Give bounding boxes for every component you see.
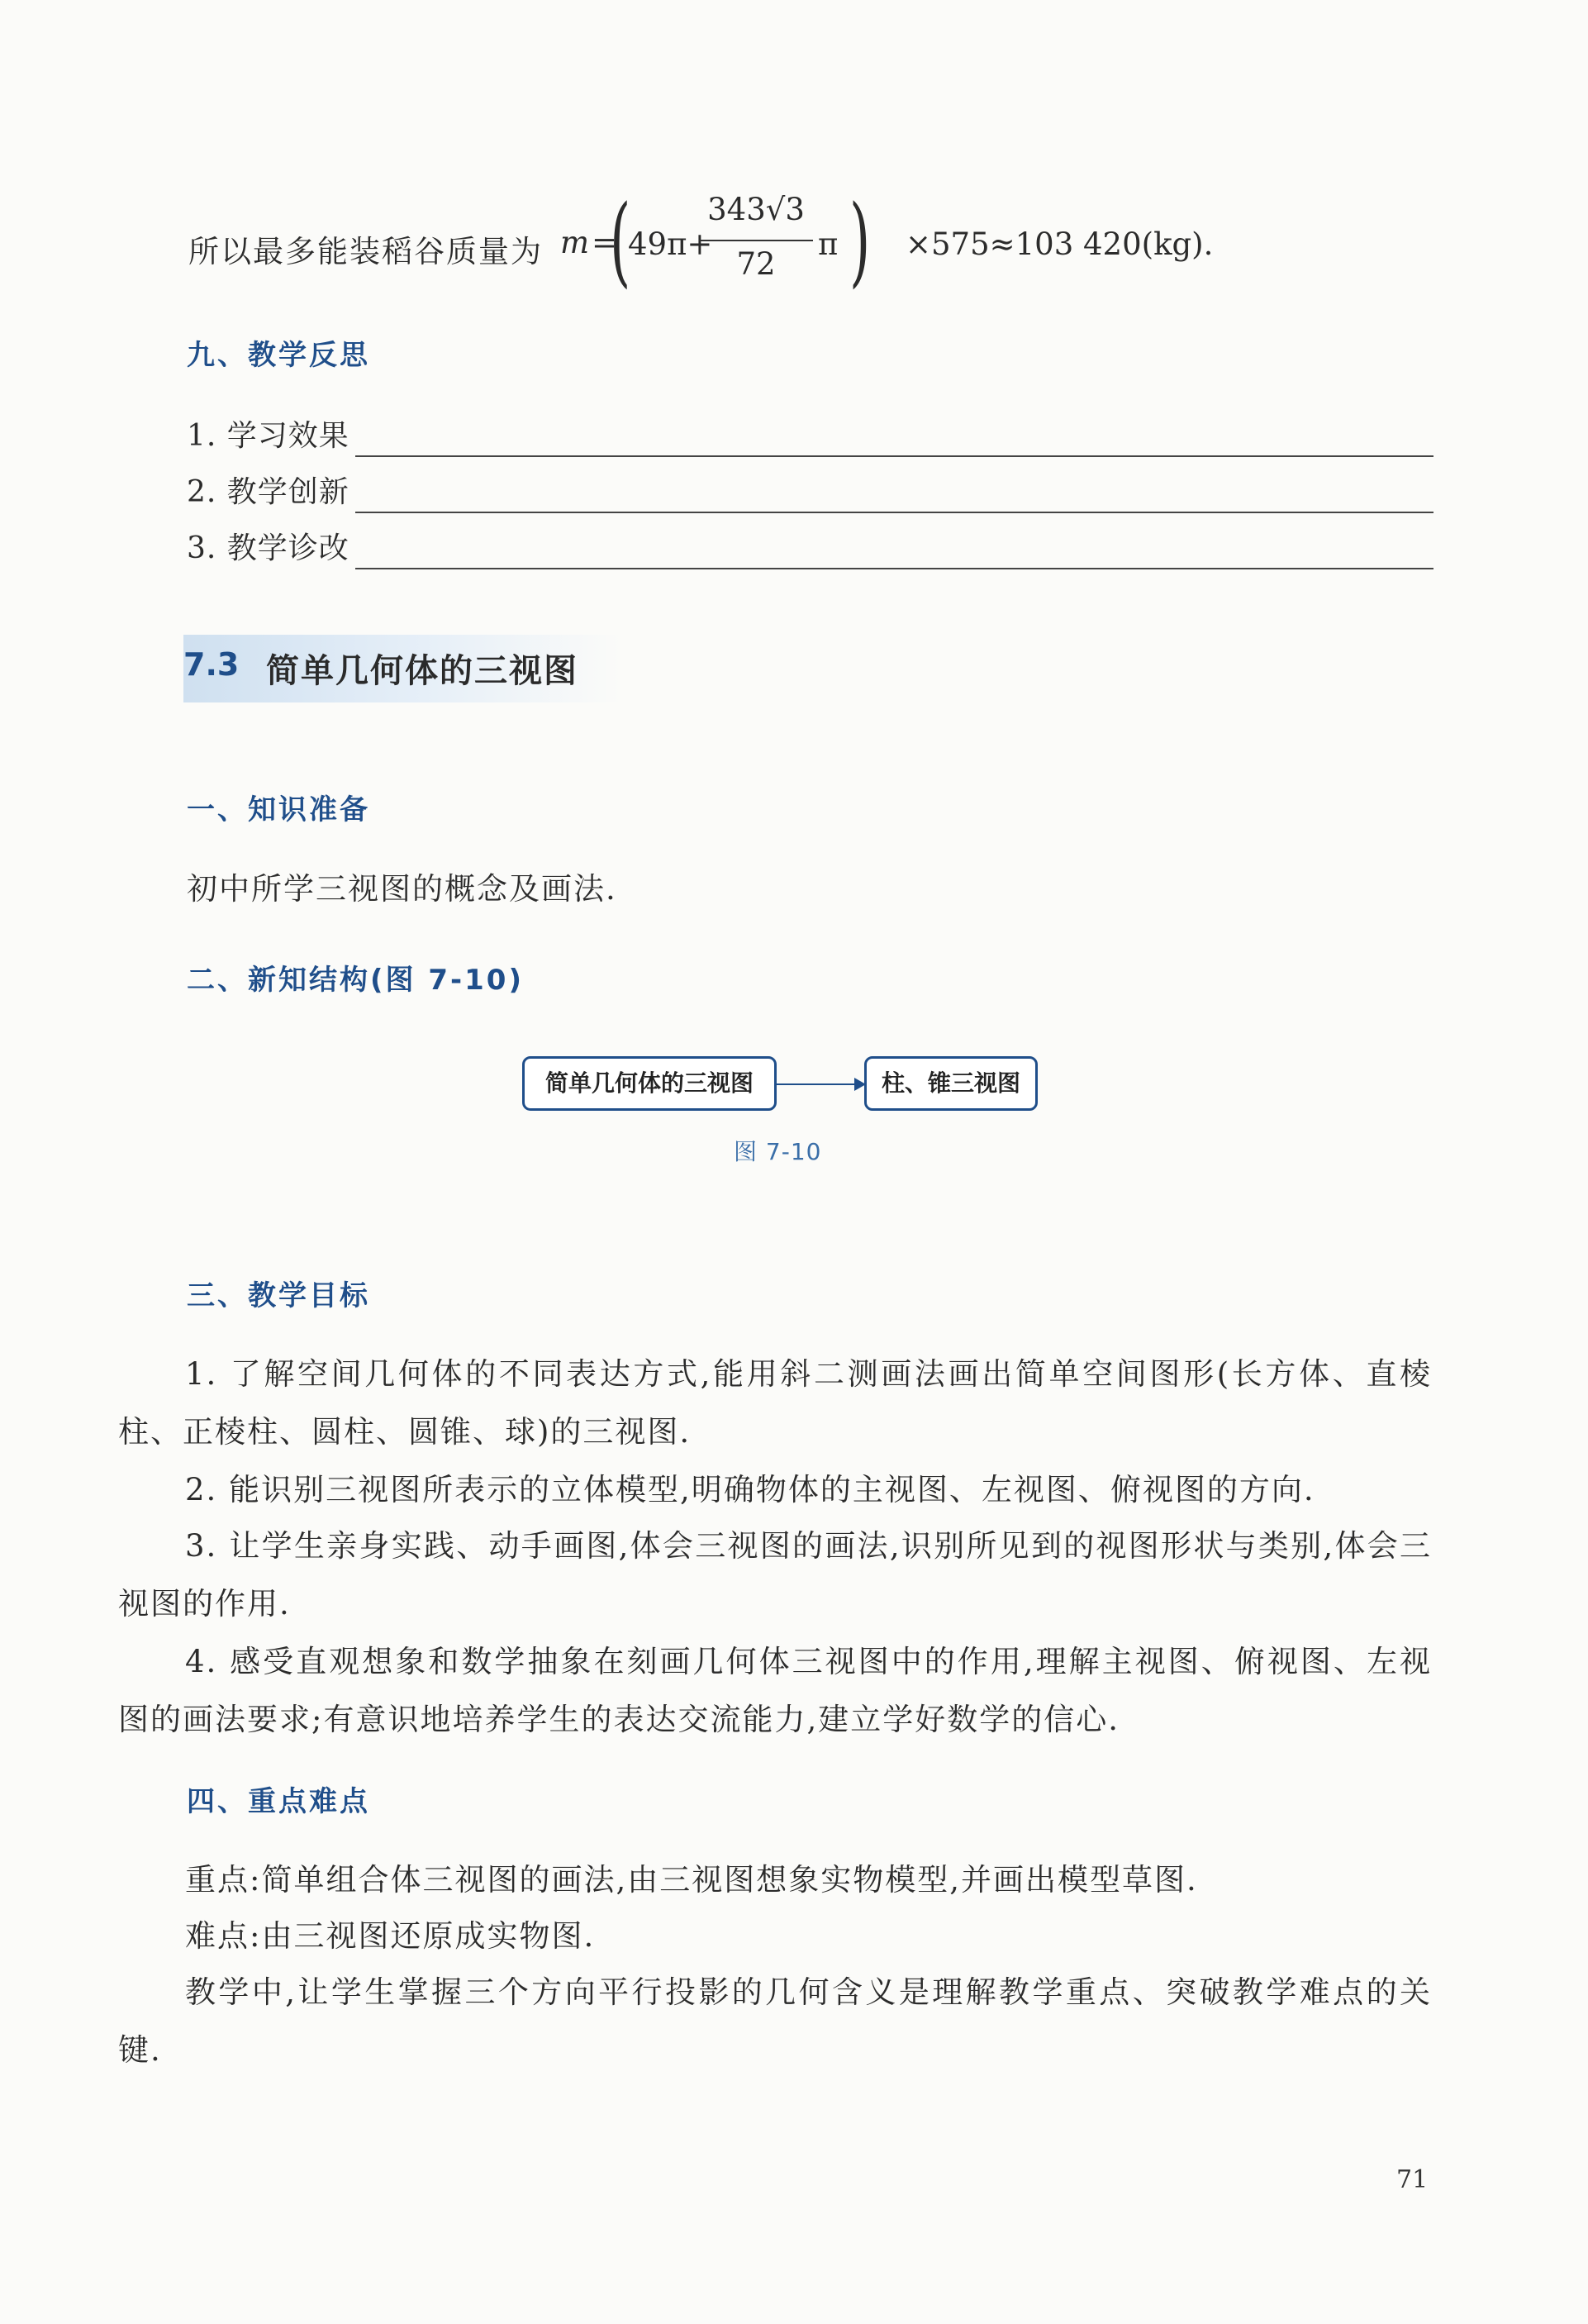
formula-fraction-denominator: 72	[736, 246, 776, 282]
diagram-arrow-line	[775, 1083, 858, 1085]
goal-item-4: 4. 感受直观想象和数学抽象在刻画几何体三视图中的作用,理解主视图、俯视图、左视图的画法要求;有意识地培养学生的表达交流能力,建立学好数学的信心.	[118, 1644, 1432, 1737]
diagram-box-simple-solids: 简单几何体的三视图	[522, 1056, 777, 1111]
reflection-item-diagnosis: 3. 教学诊改	[187, 531, 349, 565]
formula-fraction-numerator: 343√3	[707, 192, 805, 227]
formula-right-paren: )	[849, 183, 871, 298]
section-number: 7.3	[183, 646, 240, 683]
reflection-heading: 九、教学反思	[187, 339, 370, 372]
keypoint-difficult: 难点:由三视图还原成实物图.	[185, 1918, 596, 1954]
keypoints-heading: 四、重点难点	[187, 1785, 370, 1818]
keypoint-note: 教学中,让学生掌握三个方向平行投影的几何含义是理解教学重点、突破教学难点的关键.	[118, 1974, 1432, 2068]
formula-left-paren: (	[610, 183, 631, 298]
formula-term1: 49π+	[628, 226, 713, 262]
reflection-blank-2[interactable]	[355, 512, 1433, 513]
goal-item-2: 2. 能识别三视图所表示的立体模型,明确物体的主视图、左视图、俯视图的方向.	[185, 1472, 1315, 1507]
reflection-blank-1[interactable]	[355, 455, 1433, 457]
prep-text: 初中所学三视图的概念及画法.	[187, 871, 617, 907]
page-number: 71	[1396, 2165, 1429, 2194]
structure-heading: 二、新知结构(图 7-10)	[187, 964, 524, 997]
formula-variable-m: m	[560, 225, 590, 260]
reflection-item-innovation: 2. 教学创新	[187, 475, 349, 509]
prep-heading: 一、知识准备	[187, 793, 370, 826]
reflection-blank-3[interactable]	[355, 568, 1433, 569]
diagram-box-prism-cone: 柱、锥三视图	[864, 1056, 1038, 1111]
section-banner	[183, 635, 621, 702]
formula-lead-text: 所以最多能装稻谷质量为	[188, 234, 543, 269]
section-title: 简单几何体的三视图	[266, 652, 578, 690]
reflection-item-effect: 1. 学习效果	[187, 419, 349, 453]
formula-fraction-bar	[699, 240, 813, 241]
formula-result: ×575≈103 420(kg).	[906, 226, 1214, 262]
goal-item-3: 3. 让学生亲身实践、动手画图,体会三视图的画法,识别所见到的视图形状与类别,体会三视图的作用.	[118, 1528, 1432, 1622]
keypoint-key: 重点:简单组合体三视图的画法,由三视图想象实物模型,并画出模型草图.	[185, 1862, 1198, 1898]
goals-heading: 三、教学目标	[187, 1279, 370, 1312]
formula-pi: π	[818, 226, 839, 262]
figure-caption: 图 7-10	[734, 1138, 822, 1165]
goal-item-1: 1. 了解空间几何体的不同表达方式,能用斜二测画法画出简单空间图形(长方体、直棱柱、正棱柱、圆柱、圆锥、球)的三视图.	[118, 1356, 1432, 1450]
formula-equals: =	[592, 225, 618, 260]
